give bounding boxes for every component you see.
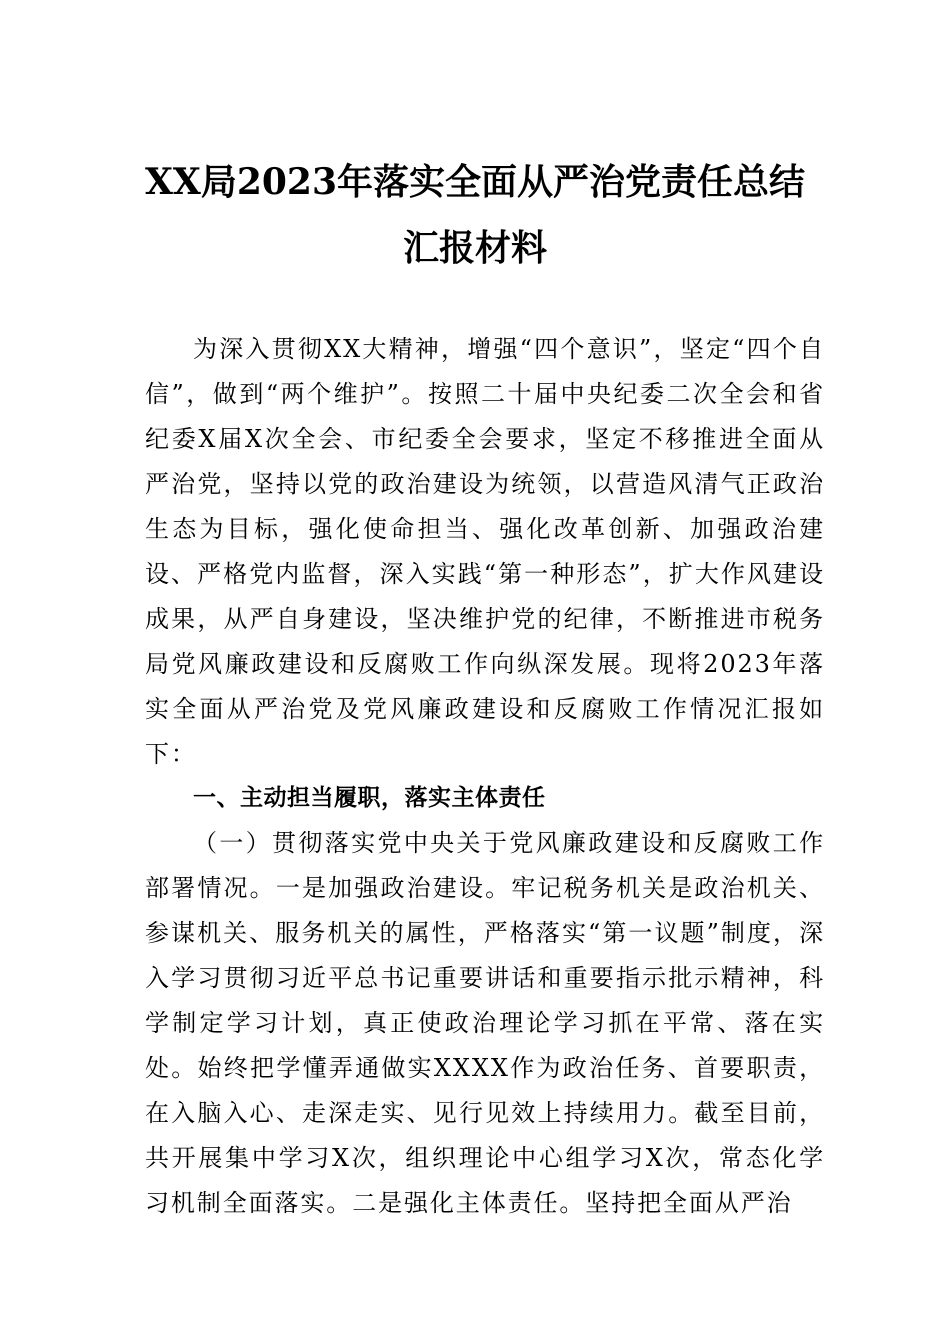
document-title-line-2: 汇报材料 [402, 227, 547, 269]
document-title-line-1: XX局2023年落实全面从严治党责任总结 [144, 161, 806, 203]
section-1-paragraph-1: （一）贯彻落实党中央关于党风廉政建设和反腐败工作部署情况。一是加强政治建设。牢记税务机关是政治机关、参谋机关、服务机关的属性，严格落实“第一议题”制度，深入学习贯彻习近平总书记重要讲话和重要指示批示精神，科学制定学习计划，真正使政治理论学习抓在平常、落在实处。始终把学懂弄通做实XXXX作为政治任务、首要职责，在入脑入心、走深走实、见行见效上持续用力。截至目前，共开展集中学习X次，组织理论中心组学习X次，常态化学习机制全面落实。二是强化主体责任。坚持把全面从严治 [145, 829, 825, 1217]
section-heading-1: 一、主动担当履职，落实主体责任 [193, 785, 546, 811]
intro-paragraph: 为深入贯彻XX大精神，增强“四个意识”，坚定“四个自信”，做到“两个维护”。按照二十届中央纪委二次全会和省纪委X届X次全会、市纪委全会要求，坚定不移推进全面从严治党，坚持以党的政治建设为统领，以营造风清气正政治生态为目标，强化使命担当、强化改革创新、加强政治建设、严格党内监督，深入实践“第一种形态”，扩大作风建设成果，从严自身建设，坚决维护党的纪律，不断推进市税务局党风廉政建设和反腐败工作向纵深发展。现将2023年落实全面从严治党及党风廉政建设和反腐败工作情况汇报如下： [145, 335, 825, 768]
